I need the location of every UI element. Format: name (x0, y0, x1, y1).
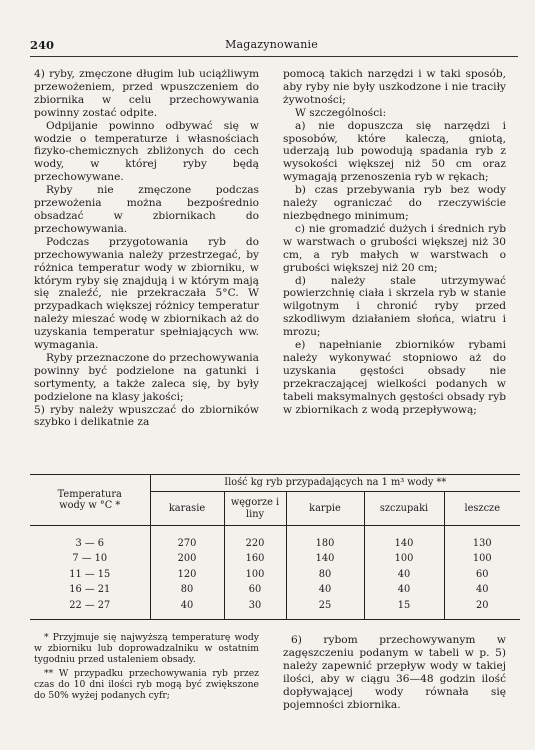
value-cell: 100 (364, 551, 444, 566)
temperature-cell: 22 — 27 (30, 598, 150, 620)
value-cell: 40 (364, 582, 444, 597)
temperature-cell: 11 — 15 (69, 568, 111, 580)
right-text-column (283, 68, 506, 416)
value-cell: 40 (286, 582, 364, 597)
value-cell: 120 (150, 567, 224, 582)
table-row (30, 551, 520, 566)
value-cell: 140 (364, 526, 444, 552)
left-text-column (34, 68, 259, 429)
value-cell: 25 (286, 598, 364, 620)
value-cell: 40 (444, 582, 520, 597)
footnote: * Przyjmuje się najwyższą temperaturę wody w zbiorniku lub doprowadzalniku w ostatnim tygodniu przed ustaleniem obsady. (34, 632, 259, 666)
temperature-header: Temperatura wody w °C * (30, 475, 150, 526)
column-header: węgorze i liny (224, 492, 286, 526)
table-row (30, 567, 520, 582)
value-cell: 80 (150, 582, 224, 597)
column-header: szczupaki (364, 492, 444, 526)
value-cell: 15 (364, 598, 444, 620)
value-cell: 80 (286, 567, 364, 582)
value-cell: 200 (150, 551, 224, 566)
list-item: c) nie gromadzić dużych i średnich ryb w warstwach o grubości większej niż 30 cm, a ryb małych w warstwach o grubości większej niż 20 cm; (283, 222, 506, 274)
paragraph: 4) ryby, zmęczone długim lub uciążliwym przewożeniem, przed wpuszczeniem do zbiornika w celu przechowywania powinny zostać odpite. (34, 68, 259, 119)
paragraph: 6) rybom przechowywanym w zagęszczeniu podanym w tabeli w p. 5) należy zapewnić przepływ wody w takiej ilości, aby w ciągu 36—48 godzin ilość dopływającej wody równała się pojemności zbiornika. (283, 634, 506, 711)
value-cell: 40 (364, 567, 444, 582)
running-header (28, 37, 515, 53)
value-cell: 130 (444, 526, 520, 552)
paragraph: Podczas przygotowania ryb do przechowywania należy przestrzegać, by różnica temperatur wody w zbiorniku, w którym ryby się znajdują i w którym mają się znaleźć, nie przekraczała 5°C. W przypadkach większej różnicy temperatur należy mieszać wodę w zbiornikach aż do uzyskania temperatur spełniających ww. wymagania. (34, 235, 259, 352)
footnote: ** W przypadku przechowywania ryb przez czas do 10 dni ilości ryb mogą być zwiększone do 50% wyżej podanych cyfr; (34, 667, 259, 702)
table-row (30, 582, 520, 597)
paragraph: Ryby przeznaczone do przechowywania powinny być podzielone na gatunki i sortymenty, a także zaleca się, by były podzielone na klasy jakości; (34, 351, 259, 403)
running-title: Magazynowanie (225, 38, 318, 51)
page-number: 240 (30, 38, 55, 52)
list-item: a) nie dopuszcza się narzędzi i sposobów, które kaleczą, gniotą, uderzają lub powodują spadania ryb z wysokości większej niż 50 cm oraz wymagają przenoszenia ryb w rękach; (283, 119, 506, 184)
table-row (30, 598, 520, 620)
paragraph: 5) ryby należy wpuszczać do zbiorników szybko i delikatnie za (34, 403, 259, 429)
value-cell: 60 (444, 567, 520, 582)
temperature-cell: 3 — 6 (75, 537, 104, 549)
value-cell: 100 (224, 567, 286, 582)
paragraph: Odpijanie powinno odbywać się w wodzie o temperaturze i własnościach fizyko-chemicznych zbliżonych do cech wody, w której ryby będą przechowywane. (34, 119, 259, 184)
paragraph: Ryby nie zmęczone podczas przewożenia można bezpośrednio obsadzać w zbiornikach do przechowywania. (34, 184, 259, 235)
value-cell: 180 (286, 526, 364, 552)
list-item: d) należy stale utrzymywać powierzchnię ciała i skrzela ryb w stanie wilgotnym i chronić ryby przed szkodliwym działaniem słońca, wiatru i mrozu; (283, 274, 506, 339)
value-cell: 160 (224, 551, 286, 566)
column-header: karpie (286, 492, 364, 526)
table-row (30, 526, 520, 552)
value-cell: 100 (444, 551, 520, 566)
value-cell: 140 (286, 551, 364, 566)
paragraph: W szczególności: (295, 106, 387, 119)
column-header: leszcze (444, 492, 520, 526)
stocking-density-table (30, 474, 520, 620)
table-footnotes (34, 632, 259, 703)
temperature-cell: 7 — 10 (72, 553, 108, 565)
value-cell: 270 (150, 526, 224, 552)
value-cell: 30 (224, 598, 286, 620)
paragraph: pomocą takich narzędzi i w taki sposób, aby ryby nie były uszkodzone i nie traciły żywotności; (283, 68, 506, 106)
header-rule (30, 56, 518, 57)
value-cell: 60 (224, 582, 286, 597)
list-item: b) czas przebywania ryb bez wody należy ograniczać do rzeczywiście niezbędnego minimum; (283, 184, 506, 222)
value-cell: 40 (150, 598, 224, 620)
right-bottom-text (283, 634, 506, 711)
quantity-group-header: Ilość kg ryb przypadających na 1 m³ wody ** (150, 475, 520, 492)
column-header: karasie (150, 492, 224, 526)
list-item: e) napełnianie zbiorników rybami należy wykonywać stopniowo aż do uzyskania gęstości obsady nie przekraczającej wielkości podanych w tabeli maksymalnych gęstości obsady ryb w zbiornikach z wodą przepływową; (283, 339, 506, 416)
value-cell: 20 (444, 598, 520, 620)
value-cell: 220 (224, 526, 286, 552)
temperature-cell: 16 — 21 (69, 584, 111, 596)
